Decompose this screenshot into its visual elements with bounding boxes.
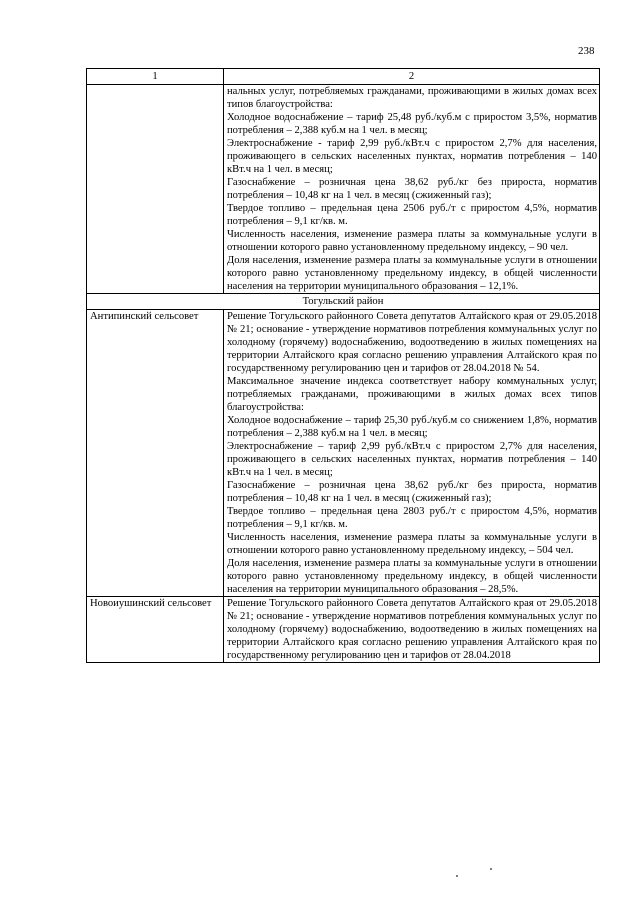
tariff-table (86, 68, 600, 663)
municipality-content (224, 310, 600, 597)
paragraph: Электроснабжение - тариф 2,99 руб./кВт.ч с приростом 2,7% для населения, проживающего в сельских населенных пунктах, норматив потребления – 140 кВт.ч на 1 чел. в месяц; (227, 138, 597, 175)
scan-speck (456, 875, 458, 877)
municipality-name: Антипинский сельсовет (87, 310, 224, 597)
paragraph: нальных услуг, потребляемых гражданами, проживающими в жилых домах всех типов благоустройства: (227, 86, 597, 110)
continued-content-cell (224, 85, 600, 294)
table-row-continued (87, 85, 600, 294)
page-number: 238 (578, 45, 595, 57)
paragraph: Решение Тогульского районного Совета депутатов Алтайского края от 29.05.2018 № 21; основание - утверждение нормативов потребления коммунальных услуг по холодному (горячему) водоснабжению, водоотведению в жилых помещениях на территории Алтайского края согласно решению управления Алтайского края по государственному регулированию цен и тарифов от 28.04.2018 (227, 598, 597, 661)
column-header-1: 1 (87, 69, 224, 85)
paragraph: Доля населения, изменение размера платы за коммунальные услуги в отношении которого равно установленному предельному индексу, в общей численности населения на территории муниципального образования – 12,1%. (227, 255, 597, 292)
paragraph: Электроснабжение – тариф 2,99 руб./кВт.ч с приростом 2,7% для населения, проживающего в сельских населенных пунктах, норматив потребления – 140 кВт.ч на 1 чел. в месяц; (227, 441, 597, 478)
region-title: Тогульский район (87, 294, 600, 310)
paragraph: Газоснабжение – розничная цена 38,62 руб./кг без прироста, норматив потребления – 10,48 кг на 1 чел. в месяц (сжиженный газ); (227, 177, 597, 201)
municipality-name: Новоиушинский сельсовет (87, 597, 224, 663)
table-header-row (87, 69, 600, 85)
paragraph: Твердое топливо – предельная цена 2506 руб./т с приростом 4,5%, норматив потребления – 9,1 кг/кв. м. (227, 203, 597, 227)
paragraph: Решение Тогульского районного Совета депутатов Алтайского края от 29.05.2018 № 21; основание - утверждение нормативов потребления коммунальных услуг по холодному (горячему) водоснабжению, водоотведению в жилых помещениях на территории Алтайского края согласно решению управления Алтайского края по государственному регулированию цен и тарифов от 28.04.2018 № 54. (227, 311, 597, 374)
paragraph: Доля населения, изменение размера платы за коммунальные услуги в отношении которого равно установленному предельному индексу, в общей численности населения на территории муниципального образования – 28,5%. (227, 558, 597, 595)
paragraph: Численность населения, изменение размера платы за коммунальные услуги в отношении которого равно установленному предельному индексу, – 504 чел. (227, 532, 597, 556)
region-row (87, 294, 600, 310)
table-row (87, 310, 600, 597)
municipality-content (224, 597, 600, 663)
paragraph: Холодное водоснабжение – тариф 25,48 руб./куб.м с приростом 3,5%, норматив потребления – 2,388 куб.м на 1 чел. в месяц; (227, 112, 597, 136)
table-row (87, 597, 600, 663)
paragraph: Газоснабжение – розничная цена 38,62 руб./кг без прироста, норматив потребления – 10,48 кг на 1 чел. в месяц (сжиженный газ); (227, 480, 597, 504)
column-header-2: 2 (224, 69, 600, 85)
paragraph: Численность населения, изменение размера платы за коммунальные услуги в отношении которого равно установленному предельному индексу, – 90 чел. (227, 229, 597, 253)
scan-speck (490, 868, 492, 870)
paragraph: Максимальное значение индекса соответствует набору коммунальных услуг, потребляемых гражданами, проживающими в жилых домах всех типов благоустройства: (227, 376, 597, 413)
paragraph: Твердое топливо – предельная цена 2803 руб./т с приростом 4,5%, норматив потребления – 9,1 кг/кв. м. (227, 506, 597, 530)
continued-name-cell (87, 85, 224, 294)
paragraph: Холодное водоснабжение – тариф 25,30 руб./куб.м со снижением 1,8%, норматив потребления – 2,388 куб.м на 1 чел. в месяц; (227, 415, 597, 439)
